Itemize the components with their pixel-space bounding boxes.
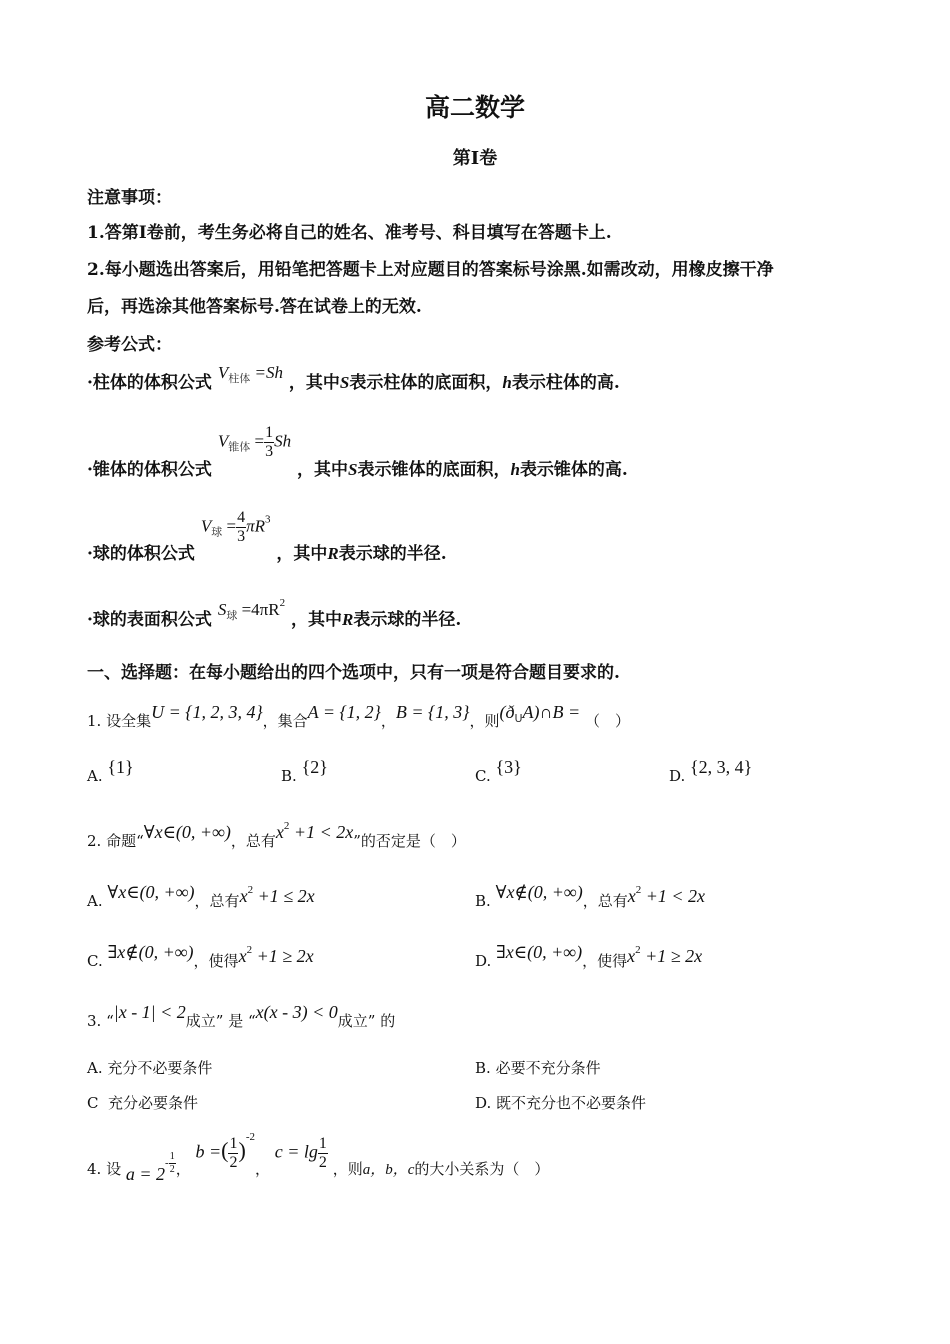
text: +1 ≥ 2x [256,946,314,966]
formula-math [218,425,291,460]
text: 2. 命题“ [87,832,144,850]
question-1-option-d[interactable] [669,757,753,786]
formula-rhs: =4πR [241,600,280,619]
condition-2: x(x - 3) < 0 [255,1002,338,1022]
text: +1 ≤ 2x [257,886,315,906]
condition-1: |x - 1| < 2 [113,1002,186,1022]
exponent: 2 [279,597,286,609]
option-text: 充分不必要条件 [107,1059,213,1077]
subscript: U [514,712,523,725]
formula-prefix: ·锥体的体积公式 [87,460,212,481]
text: 表示锥体的高. [519,460,628,481]
inequality [627,946,702,966]
denominator: 2 [169,1163,175,1175]
text: ， [254,1159,270,1178]
text: a = 2 [125,1163,166,1184]
quantifier: ∀x∈(0, +∞) [143,822,231,842]
notice-item-1: 1.答第Ⅰ卷前，考生务必将自己的姓名、准考号、科目填写在答题卡上. [87,223,612,243]
option-value: {2} [301,757,328,777]
question-1-option-b[interactable] [281,757,328,786]
variables: a，b，c [362,1161,415,1178]
b-expression [195,1130,255,1171]
option-label: B. [281,767,297,785]
text: ，总有 [582,892,628,910]
text: 表示球的半径. [338,544,447,565]
subscript: 锥体 [228,440,251,454]
variable: h [510,460,520,480]
variable: S [348,460,358,480]
text: ，使得 [582,952,628,970]
option-label: B. [475,892,491,910]
expression [499,702,581,725]
variable: S [339,373,350,392]
text: +1 < 2x [645,886,706,906]
text: 表示锥体的底面积， [357,460,511,481]
option-label: D. [669,767,686,785]
formula-math [217,597,286,622]
fraction [318,1136,328,1171]
symbol: V [217,431,229,451]
inequality [240,886,315,906]
exponent: 3 [264,513,271,526]
paren: ( [221,1137,229,1163]
paren: ) [238,1137,246,1163]
option-label: A. [87,767,103,785]
symbol: V [200,516,212,536]
fraction [236,510,246,545]
exponent: 2 [635,944,641,956]
question-3-option-a[interactable] [87,1057,212,1078]
exponent: 2 [247,884,254,896]
text: ，则 [469,712,500,730]
option-text: 必要不充分条件 [495,1059,601,1077]
text: 1. 设全集 [87,712,152,730]
formula-suffix [276,544,446,564]
denominator: 2 [318,1154,327,1171]
question-2-stem [87,820,466,851]
option-label: D. [475,1094,492,1112]
quantifier: ∀x∉(0, +∞) [495,882,583,902]
set-U: U = {1, 2, 3, 4} [151,702,263,722]
text: x [239,886,248,906]
denominator: 3 [265,443,274,460]
formula-rhs: =Sh [254,363,283,382]
text: 3. “ [87,1012,114,1030]
text: x [627,946,636,966]
formula-cone [87,424,628,481]
question-1-option-c[interactable] [475,757,522,786]
text: ”的否定是（ ） [353,832,466,850]
subscript: 球 [211,525,223,539]
question-3-option-c[interactable] [87,1092,198,1113]
text: x [275,822,284,842]
numerator: 1 [318,1135,327,1152]
question-4-stem [87,1128,549,1184]
symbol: S [217,600,227,619]
page-subtitle: 第Ⅰ卷 [452,148,498,169]
text: - [165,1156,169,1169]
formula-prefix: ·柱体的体积公式 [87,373,212,393]
quantifier: ∀x∈(0, +∞) [107,882,195,902]
question-1-stem [87,702,630,733]
text: 成立” 的 [337,1012,396,1030]
text: 的大小关系为（ ） [414,1159,550,1178]
fraction [264,425,274,460]
formula-sphere-volume [87,509,447,565]
question-2-option-a[interactable] [87,882,315,911]
answer-blank: （ ） [584,712,630,730]
exponent: 2 [246,944,253,956]
variable: R [327,544,339,564]
set-B: B = {1, 3} [395,702,470,722]
question-2-option-b[interactable] [475,882,706,911]
option-value: {3} [495,757,522,777]
c-expression [275,1136,328,1171]
text: ，其中 [276,544,328,565]
option-label: C. [475,767,491,785]
equals: = [226,516,237,536]
denominator: 2 [229,1154,238,1171]
notice-item-2-line-1: 2.每小题选出答案后，用铅笔把答题卡上对应题目的答案标号涂黑.如需改动，用橡皮擦干净 [87,260,774,280]
option-label: B. [475,1059,491,1077]
formula-math [217,363,283,385]
text: ， [175,1159,191,1178]
text: 表示球的半径. [353,610,462,630]
text: 成立” 是 “ [185,1012,256,1030]
option-label: C [87,1094,99,1112]
question-1-option-a[interactable] [87,757,134,786]
question-3-option-d[interactable] [475,1092,646,1113]
exponent: 2 [283,820,290,832]
quantifier: ∃x∉(0, +∞) [107,942,194,962]
denominator: 3 [237,528,246,545]
formula-prefix: ·球的表面积公式 [87,610,212,630]
text: (ð [499,702,515,722]
option-text: 既不充分也不必要条件 [496,1094,647,1112]
option-label: A. [87,892,103,910]
text: ，其中 [288,373,340,393]
text: 4. 设 [87,1159,122,1178]
text: 表示柱体的底面积， [349,373,503,393]
symbol: V [217,363,229,382]
inequality [628,886,705,906]
variable: h [502,373,512,392]
question-2-option-d[interactable] [475,942,703,971]
inequality [276,822,353,842]
section-1-heading: 一、选择题：在每小题给出的四个选项中，只有一项是符合题目要求的. [87,663,620,683]
text: ，总有 [194,892,240,910]
notice-item-2-line-2: 后，再选涂其他答案标号.答在试卷上的无效. [87,297,422,317]
quantifier: ∃x∈(0, +∞) [496,942,583,962]
text: +1 ≥ 2x [645,946,703,966]
text: ，集合 [262,712,308,730]
formula-prefix: ·球的体积公式 [87,544,195,565]
text: A)∩B = [522,702,581,722]
notice-heading: 注意事项： [87,188,172,208]
fraction [169,1152,176,1175]
set-A: A = {1, 2} [307,702,381,722]
numerator: 1 [169,1150,175,1162]
formula-math [201,510,271,545]
question-3-option-b[interactable] [475,1057,601,1078]
numerator: 4 [237,509,246,526]
inequality [239,946,314,966]
question-2-option-c[interactable] [87,942,314,971]
fraction [228,1136,238,1171]
formulas-heading: 参考公式： [87,335,172,355]
text: 表示柱体的高. [511,373,620,393]
formula-rhs: Sh [274,431,292,451]
formula-cylinder [87,363,620,396]
option-label: C. [87,952,103,970]
numerator: 1 [229,1135,238,1152]
question-4-tail [333,1160,550,1178]
text: ，其中 [297,460,348,481]
subscript: 柱体 [228,372,251,385]
numerator: 1 [265,424,274,441]
equals: = [254,431,265,451]
exponent: -2 [245,1130,255,1143]
text: +1 < 2x [293,822,354,842]
text: c = lg [274,1141,318,1162]
subscript: 球 [226,609,238,622]
text: ，则 [332,1159,363,1178]
text: ， [380,712,396,730]
text: ，总有 [230,832,276,850]
option-value: {2, 3, 4} [690,757,753,777]
page-title: 高二数学 [424,93,525,122]
text: ，其中 [291,610,343,630]
question-3-stem [87,1002,396,1031]
option-value: {1} [107,757,134,777]
formula-sphere-surface [87,597,462,633]
text: x [238,946,247,966]
text: ，使得 [193,952,239,970]
text: b = [195,1141,222,1162]
a-expression [125,1150,176,1184]
exponent [165,1150,176,1175]
text: x [627,886,636,906]
option-label: A. [87,1059,103,1077]
formula-suffix [297,460,628,480]
variable: R [342,610,354,629]
exponent: 2 [635,884,642,896]
formula-rhs: πR [246,516,265,536]
option-text: 充分必要条件 [108,1094,199,1112]
option-label: D. [475,952,492,970]
